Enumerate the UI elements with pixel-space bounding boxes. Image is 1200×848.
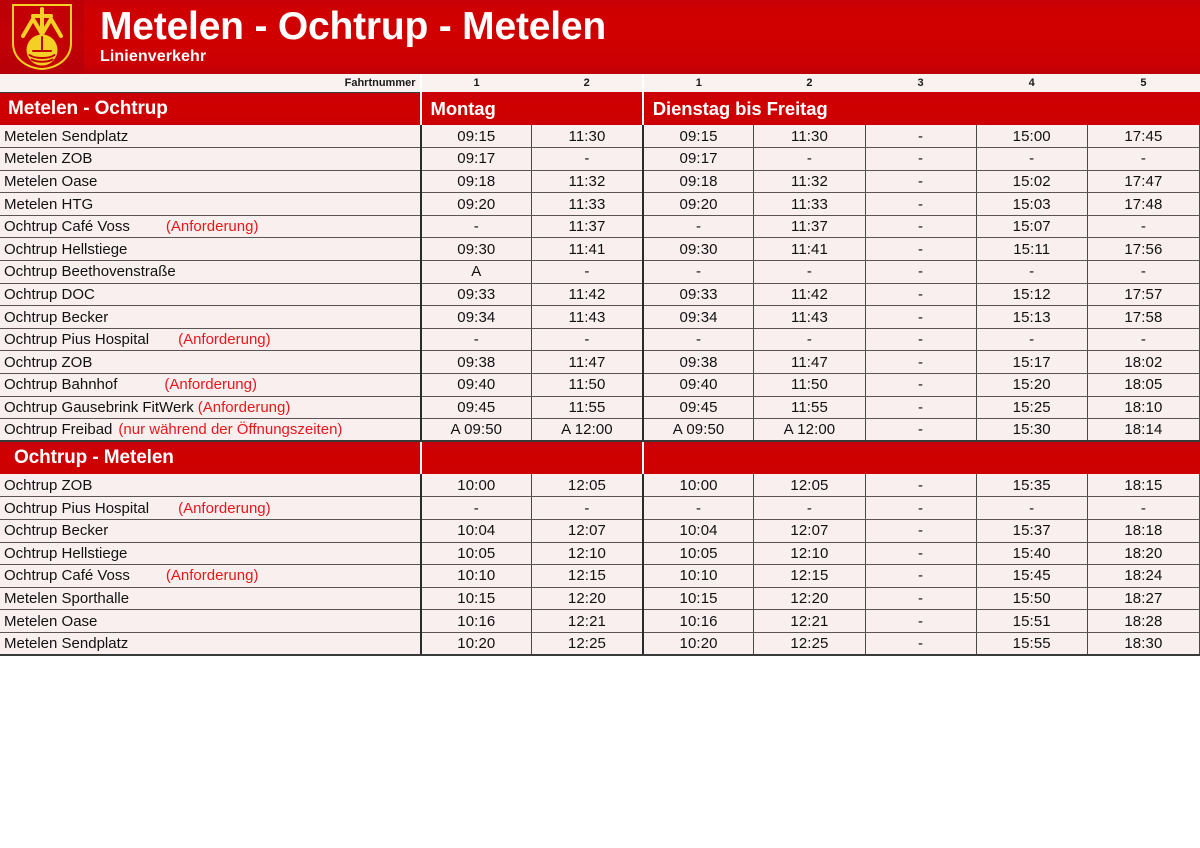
departure-time-cell: 11:32 [754, 170, 865, 193]
departure-time-cell: 18:14 [1087, 419, 1199, 442]
departure-time-cell: 12:25 [532, 632, 643, 655]
departure-time-cell: 09:30 [643, 238, 754, 261]
departure-time-cell: 11:33 [754, 193, 865, 216]
stop-name: Metelen Oase [4, 612, 98, 630]
section-header-row [0, 92, 1200, 125]
departure-time-cell: - [1087, 215, 1199, 238]
stop-name-cell [0, 632, 421, 655]
departure-time-cell: 15:50 [976, 587, 1087, 610]
departure-time-cell: 09:45 [421, 396, 532, 419]
departure-time-cell: 11:42 [532, 283, 643, 306]
departure-time-cell: 12:21 [532, 610, 643, 633]
departure-time-cell: 09:18 [643, 170, 754, 193]
departure-time-cell: A 12:00 [754, 419, 865, 442]
stop-name: Ochtrup Pius Hospital [4, 331, 150, 349]
departure-time-cell: 15:07 [976, 215, 1087, 238]
departure-time-cell: 10:00 [421, 474, 532, 497]
table-row [0, 374, 1200, 397]
departure-time-cell: 12:21 [754, 610, 865, 633]
departure-time-cell: - [421, 497, 532, 520]
stop-name-cell [0, 215, 421, 238]
stop-name-cell [0, 497, 421, 520]
stop-name: Metelen HTG [4, 195, 94, 213]
departure-time-cell: 10:16 [421, 610, 532, 633]
departure-time-cell: 17:45 [1087, 125, 1199, 148]
stop-note: (Anforderung) [165, 567, 259, 585]
departure-time-cell: 11:47 [532, 351, 643, 374]
departure-time-cell: 09:18 [421, 170, 532, 193]
departure-time-cell: - [865, 283, 976, 306]
departure-time-cell: 18:02 [1087, 351, 1199, 374]
table-row [0, 215, 1200, 238]
departure-time-cell: 17:48 [1087, 193, 1199, 216]
departure-time-cell: - [643, 497, 754, 520]
departure-time-cell: - [865, 396, 976, 419]
departure-time-cell: 10:04 [421, 520, 532, 543]
stop-name: Ochtrup Gausebrink FitWerk [4, 398, 194, 416]
table-row [0, 520, 1200, 543]
departure-time-cell: 12:20 [532, 587, 643, 610]
departure-time-cell: 09:45 [643, 396, 754, 419]
stop-note: (Anforderung) [178, 331, 271, 349]
departure-time-cell: - [865, 497, 976, 520]
departure-time-cell: - [865, 328, 976, 351]
departure-time-cell: A 12:00 [532, 419, 643, 442]
coat-of-arms-icon [11, 3, 73, 71]
departure-time-cell: 11:41 [532, 238, 643, 261]
trip-number-4: 2 [754, 74, 865, 92]
stop-name-cell [0, 125, 421, 148]
departure-time-cell: - [865, 215, 976, 238]
departure-time-cell: - [865, 170, 976, 193]
departure-time-cell: 11:55 [532, 396, 643, 419]
departure-time-cell: 12:20 [754, 587, 865, 610]
departure-time-cell: 10:04 [643, 520, 754, 543]
departure-time-cell: 11:50 [532, 374, 643, 397]
stop-name-cell [0, 261, 421, 284]
departure-time-cell: 17:57 [1087, 283, 1199, 306]
stop-name: Ochtrup Hellstiege [4, 544, 128, 562]
departure-time-cell: 12:10 [754, 542, 865, 565]
departure-time-cell: - [976, 328, 1087, 351]
stop-name-cell [0, 520, 421, 543]
banner-text-block [84, 0, 606, 74]
table-row [0, 306, 1200, 329]
stop-note: (Anforderung) [178, 499, 271, 517]
departure-time-cell: - [421, 328, 532, 351]
departure-time-cell: 10:20 [643, 632, 754, 655]
departure-time-cell: 18:30 [1087, 632, 1199, 655]
departure-time-cell: 10:10 [421, 565, 532, 588]
stop-name: Ochtrup Pius Hospital [4, 499, 150, 517]
table-row [0, 396, 1200, 419]
table-row [0, 632, 1200, 655]
departure-time-cell: 11:42 [754, 283, 865, 306]
departure-time-cell: - [865, 610, 976, 633]
departure-time-cell: - [643, 328, 754, 351]
section-header-row [0, 441, 1200, 474]
trip-number-6: 4 [976, 74, 1087, 92]
departure-time-cell: 10:16 [643, 610, 754, 633]
stop-name-cell [0, 283, 421, 306]
departure-time-cell: - [865, 238, 976, 261]
stop-name: Metelen Oase [4, 172, 98, 190]
departure-time-cell: - [754, 328, 865, 351]
day-group-label-2: Dienstag bis Freitag [643, 92, 1200, 125]
departure-time-cell: 18:15 [1087, 474, 1199, 497]
page-banner [0, 0, 1200, 74]
stop-name: Ochtrup Café Voss [4, 567, 130, 585]
timetable-sheet [0, 74, 1200, 656]
departure-time-cell: 09:15 [421, 125, 532, 148]
stop-name-cell [0, 396, 421, 419]
section-title: Ochtrup - Metelen [0, 441, 421, 474]
departure-time-cell: 15:51 [976, 610, 1087, 633]
stop-name-cell [0, 419, 421, 442]
departure-time-cell: 11:43 [754, 306, 865, 329]
stop-name-cell [0, 474, 421, 497]
stop-name-cell [0, 374, 421, 397]
departure-time-cell: - [865, 148, 976, 171]
departure-time-cell: 09:20 [643, 193, 754, 216]
departure-time-cell: 15:02 [976, 170, 1087, 193]
departure-time-cell: 11:30 [532, 125, 643, 148]
stop-name-cell [0, 610, 421, 633]
departure-time-cell: - [865, 193, 976, 216]
stop-name-cell [0, 587, 421, 610]
departure-time-cell: 15:35 [976, 474, 1087, 497]
stop-name: Metelen Sendplatz [4, 635, 129, 653]
departure-time-cell: 11:41 [754, 238, 865, 261]
departure-time-cell: 15:17 [976, 351, 1087, 374]
departure-time-cell: 11:33 [532, 193, 643, 216]
departure-time-cell: - [532, 328, 643, 351]
departure-time-cell: - [865, 351, 976, 374]
stop-name: Ochtrup ZOB [4, 476, 93, 494]
section-header-fill-2 [643, 441, 1200, 474]
departure-time-cell: 10:05 [643, 542, 754, 565]
departure-time-cell: 11:37 [532, 215, 643, 238]
table-row [0, 170, 1200, 193]
departure-time-cell: 09:38 [643, 351, 754, 374]
trip-number-1: 1 [421, 74, 532, 92]
departure-time-cell: - [1087, 148, 1199, 171]
fahrtnummer-label: Fahrtnummer [0, 74, 421, 92]
departure-time-cell: - [865, 632, 976, 655]
departure-time-cell: 12:15 [532, 565, 643, 588]
departure-time-cell: 18:27 [1087, 587, 1199, 610]
stop-name-cell [0, 565, 421, 588]
table-row [0, 261, 1200, 284]
departure-time-cell: - [865, 587, 976, 610]
departure-time-cell: 12:25 [754, 632, 865, 655]
departure-time-cell: - [421, 215, 532, 238]
departure-time-cell: 11:55 [754, 396, 865, 419]
stop-name-cell [0, 306, 421, 329]
departure-time-cell: - [754, 148, 865, 171]
departure-time-cell: A 09:50 [421, 419, 532, 442]
departure-time-cell: - [865, 542, 976, 565]
departure-time-cell: - [532, 148, 643, 171]
departure-time-cell: 11:37 [754, 215, 865, 238]
stop-note: (Anforderung) [165, 218, 259, 236]
stop-note: (nur während der Öffnungszeiten) [118, 421, 343, 439]
departure-time-cell: - [1087, 328, 1199, 351]
departure-time-cell: 11:43 [532, 306, 643, 329]
table-row [0, 148, 1200, 171]
stop-name: Ochtrup ZOB [4, 353, 93, 371]
departure-time-cell: - [865, 261, 976, 284]
departure-time-cell: 12:15 [754, 565, 865, 588]
timetable [0, 74, 1200, 656]
table-row [0, 125, 1200, 148]
trip-number-5: 3 [865, 74, 976, 92]
departure-time-cell: - [643, 261, 754, 284]
stop-name: Ochtrup Becker [4, 522, 109, 540]
departure-time-cell: 15:37 [976, 520, 1087, 543]
departure-time-cell: 18:28 [1087, 610, 1199, 633]
departure-time-cell: 11:50 [754, 374, 865, 397]
departure-time-cell: 12:07 [754, 520, 865, 543]
departure-time-cell: - [865, 374, 976, 397]
stop-name: Metelen Sendplatz [4, 127, 129, 145]
departure-time-cell: 18:24 [1087, 565, 1199, 588]
departure-time-cell: 09:33 [421, 283, 532, 306]
page-subtitle: Linienverkehr [100, 48, 207, 65]
departure-time-cell: A [421, 261, 532, 284]
departure-time-cell: 18:18 [1087, 520, 1199, 543]
section-title: Metelen - Ochtrup [0, 92, 421, 125]
stop-name: Metelen ZOB [4, 150, 93, 168]
departure-time-cell: 17:56 [1087, 238, 1199, 261]
departure-time-cell: 15:25 [976, 396, 1087, 419]
departure-time-cell: 09:34 [643, 306, 754, 329]
stop-note: (Anforderung) [197, 398, 291, 416]
stop-name-cell [0, 238, 421, 261]
crest-container [0, 0, 84, 74]
departure-time-cell: 11:32 [532, 170, 643, 193]
stop-name-cell [0, 542, 421, 565]
departure-time-cell: 10:15 [643, 587, 754, 610]
departure-time-cell: - [1087, 261, 1199, 284]
table-row [0, 474, 1200, 497]
stop-name-cell [0, 328, 421, 351]
departure-time-cell: 10:20 [421, 632, 532, 655]
departure-time-cell: 15:11 [976, 238, 1087, 261]
table-row [0, 351, 1200, 374]
departure-time-cell: - [976, 148, 1087, 171]
departure-time-cell: - [643, 215, 754, 238]
departure-time-cell: - [976, 261, 1087, 284]
departure-time-cell: 09:30 [421, 238, 532, 261]
departure-time-cell: - [865, 125, 976, 148]
departure-time-cell: 10:15 [421, 587, 532, 610]
day-group-label-1: Montag [421, 92, 643, 125]
departure-time-cell: 10:00 [643, 474, 754, 497]
table-row [0, 587, 1200, 610]
trip-number-7: 5 [1087, 74, 1199, 92]
departure-time-cell: 09:33 [643, 283, 754, 306]
departure-time-cell: 10:05 [421, 542, 532, 565]
departure-time-cell: 12:05 [532, 474, 643, 497]
table-row [0, 565, 1200, 588]
stop-name: Ochtrup Bahnhof [4, 376, 118, 394]
table-row [0, 238, 1200, 261]
table-row [0, 497, 1200, 520]
departure-time-cell: 09:15 [643, 125, 754, 148]
departure-time-cell: - [532, 261, 643, 284]
stop-name-cell [0, 193, 421, 216]
departure-time-cell: - [976, 497, 1087, 520]
departure-time-cell: 12:05 [754, 474, 865, 497]
stop-name: Ochtrup Freibad [4, 421, 113, 439]
departure-time-cell: 15:55 [976, 632, 1087, 655]
departure-time-cell: 09:38 [421, 351, 532, 374]
departure-time-cell: - [1087, 497, 1199, 520]
departure-time-cell: 09:40 [643, 374, 754, 397]
departure-time-cell: - [865, 520, 976, 543]
departure-time-cell: 09:34 [421, 306, 532, 329]
trip-number-header-row [0, 74, 1200, 92]
page-title: Metelen - Ochtrup - Metelen [100, 5, 606, 48]
stop-name-cell [0, 170, 421, 193]
departure-time-cell: 15:45 [976, 565, 1087, 588]
departure-time-cell: 11:30 [754, 125, 865, 148]
departure-time-cell: 15:12 [976, 283, 1087, 306]
departure-time-cell: 15:20 [976, 374, 1087, 397]
stop-name: Metelen Sporthalle [4, 590, 130, 608]
stop-name: Ochtrup DOC [4, 285, 95, 303]
departure-time-cell: 18:05 [1087, 374, 1199, 397]
stop-name-cell [0, 148, 421, 171]
departure-time-cell: 10:10 [643, 565, 754, 588]
departure-time-cell: 09:40 [421, 374, 532, 397]
table-row [0, 283, 1200, 306]
departure-time-cell: 11:47 [754, 351, 865, 374]
departure-time-cell: - [532, 497, 643, 520]
stop-name: Ochtrup Café Voss [4, 218, 130, 236]
departure-time-cell: - [865, 306, 976, 329]
departure-time-cell: 17:47 [1087, 170, 1199, 193]
table-row [0, 193, 1200, 216]
departure-time-cell: 09:17 [421, 148, 532, 171]
departure-time-cell: A 09:50 [643, 419, 754, 442]
departure-time-cell: - [865, 419, 976, 442]
departure-time-cell: - [865, 474, 976, 497]
table-row [0, 419, 1200, 442]
departure-time-cell: 15:00 [976, 125, 1087, 148]
departure-time-cell: 15:03 [976, 193, 1087, 216]
page-whitespace [0, 656, 1200, 837]
departure-time-cell: 15:40 [976, 542, 1087, 565]
departure-time-cell: - [754, 497, 865, 520]
stop-name: Ochtrup Becker [4, 308, 109, 326]
section-header-fill-1 [421, 441, 643, 474]
departure-time-cell: - [865, 565, 976, 588]
departure-time-cell: 15:30 [976, 419, 1087, 442]
departure-time-cell: 09:20 [421, 193, 532, 216]
trip-number-3: 1 [643, 74, 754, 92]
departure-time-cell: 15:13 [976, 306, 1087, 329]
stop-name: Ochtrup Beethovenstraße [4, 263, 176, 281]
departure-time-cell: 18:10 [1087, 396, 1199, 419]
departure-time-cell: - [754, 261, 865, 284]
departure-time-cell: 09:17 [643, 148, 754, 171]
stop-name: Ochtrup Hellstiege [4, 240, 128, 258]
trip-number-2: 2 [532, 74, 643, 92]
stop-note: (Anforderung) [164, 376, 257, 394]
departure-time-cell: 12:10 [532, 542, 643, 565]
table-row [0, 610, 1200, 633]
departure-time-cell: 12:07 [532, 520, 643, 543]
table-row [0, 542, 1200, 565]
departure-time-cell: 18:20 [1087, 542, 1199, 565]
table-row [0, 328, 1200, 351]
departure-time-cell: 17:58 [1087, 306, 1199, 329]
stop-name-cell [0, 351, 421, 374]
